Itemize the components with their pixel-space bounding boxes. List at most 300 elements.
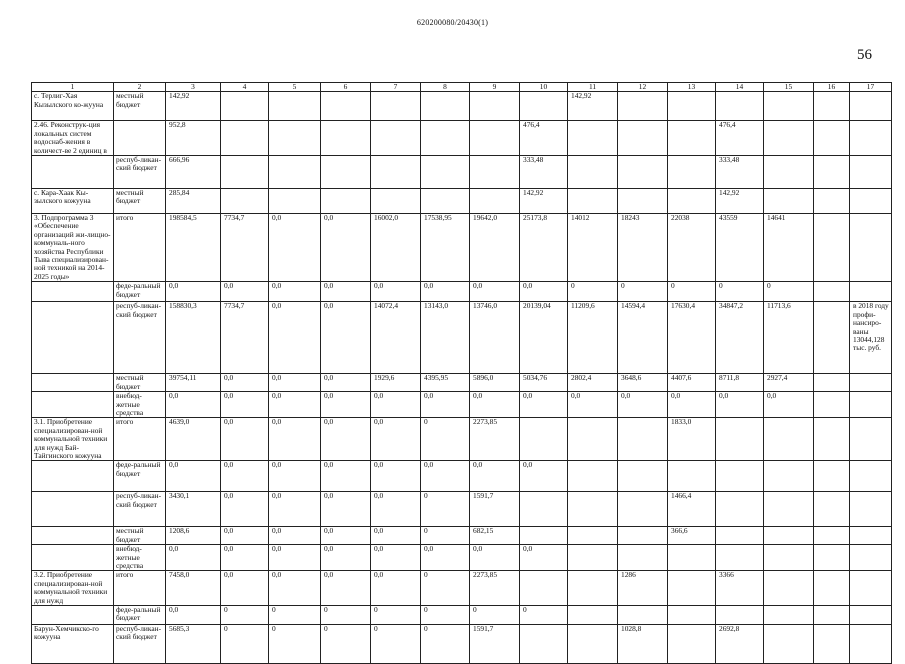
value-cell bbox=[221, 121, 269, 156]
value-cell bbox=[814, 625, 850, 664]
value-cell bbox=[668, 189, 716, 214]
value-cell: 0 bbox=[421, 606, 470, 625]
value-cell: 0,0 bbox=[269, 214, 321, 282]
column-header: 14 bbox=[716, 83, 764, 92]
value-cell: 0 bbox=[668, 282, 716, 302]
value-cell bbox=[716, 92, 764, 121]
value-cell: 0,0 bbox=[421, 392, 470, 418]
value-cell: 0,0 bbox=[764, 392, 814, 418]
value-cell bbox=[764, 189, 814, 214]
value-cell bbox=[764, 92, 814, 121]
table-row bbox=[32, 606, 892, 625]
value-cell: 476,4 bbox=[716, 121, 764, 156]
value-cell: 0,0 bbox=[520, 282, 568, 302]
table-row bbox=[32, 418, 892, 461]
value-cell: 682,15 bbox=[470, 527, 520, 545]
value-cell: 14594,4 bbox=[618, 302, 668, 374]
table-row bbox=[32, 392, 892, 418]
table-row bbox=[32, 527, 892, 545]
document-id: 620200080/20430(1) bbox=[416, 18, 489, 27]
value-cell: 0,0 bbox=[321, 374, 371, 392]
value-cell bbox=[764, 461, 814, 492]
table-row bbox=[32, 214, 892, 282]
value-cell bbox=[764, 492, 814, 527]
program-name-cell: Барун-Хемчикско-го кожууна bbox=[32, 625, 114, 664]
value-cell: 7734,7 bbox=[221, 302, 269, 374]
value-cell bbox=[221, 156, 269, 189]
program-name-cell bbox=[32, 461, 114, 492]
value-cell bbox=[814, 492, 850, 527]
value-cell: 1591,7 bbox=[470, 625, 520, 664]
funding-source-cell: респуб-ликан-ский бюджет bbox=[114, 156, 166, 189]
column-header: 16 bbox=[814, 83, 850, 92]
value-cell: 0,0 bbox=[166, 282, 221, 302]
value-cell: 1286 bbox=[618, 571, 668, 606]
program-name-cell bbox=[32, 545, 114, 571]
value-cell: 0,0 bbox=[269, 418, 321, 461]
value-cell: 142,92 bbox=[716, 189, 764, 214]
value-cell bbox=[850, 571, 892, 606]
value-cell bbox=[850, 156, 892, 189]
program-name-cell bbox=[32, 282, 114, 302]
value-cell: 476,4 bbox=[520, 121, 568, 156]
value-cell bbox=[568, 625, 618, 664]
value-cell: 0 bbox=[371, 606, 421, 625]
column-header: 3 bbox=[166, 83, 221, 92]
value-cell bbox=[618, 461, 668, 492]
column-header: 12 bbox=[618, 83, 668, 92]
value-cell: 11713,6 bbox=[764, 302, 814, 374]
value-cell: 198584,5 bbox=[166, 214, 221, 282]
value-cell bbox=[568, 418, 618, 461]
value-cell: 2273,85 bbox=[470, 418, 520, 461]
value-cell bbox=[470, 121, 520, 156]
value-cell bbox=[764, 625, 814, 664]
funding-source-cell: местный бюджет bbox=[114, 189, 166, 214]
value-cell bbox=[568, 527, 618, 545]
column-header: 9 bbox=[470, 83, 520, 92]
program-name-cell: 3. Подпрограмма 3 «Обеспечение организаций жи-лищно-коммуналь-ного хозяйства Республики Тыва специализирован-ной техникой на 2014-2025 годы» bbox=[32, 214, 114, 282]
value-cell: 3648,6 bbox=[618, 374, 668, 392]
value-cell: 34847,2 bbox=[716, 302, 764, 374]
value-cell: 0,0 bbox=[371, 545, 421, 571]
funding-source-cell: местный бюджет bbox=[114, 92, 166, 121]
table-row bbox=[32, 571, 892, 606]
value-cell bbox=[618, 545, 668, 571]
value-cell: 0,0 bbox=[166, 392, 221, 418]
value-cell bbox=[568, 606, 618, 625]
value-cell: 0 bbox=[716, 282, 764, 302]
table-row bbox=[32, 461, 892, 492]
value-cell bbox=[269, 92, 321, 121]
column-header: 6 bbox=[321, 83, 371, 92]
value-cell: 142,92 bbox=[166, 92, 221, 121]
value-cell: 18243 bbox=[618, 214, 668, 282]
program-name-cell bbox=[32, 302, 114, 374]
value-cell: 0,0 bbox=[470, 461, 520, 492]
value-cell bbox=[618, 156, 668, 189]
value-cell bbox=[764, 418, 814, 461]
funding-source-cell: местный бюджет bbox=[114, 374, 166, 392]
value-cell bbox=[421, 156, 470, 189]
value-cell bbox=[568, 461, 618, 492]
value-cell: 0,0 bbox=[269, 302, 321, 374]
value-cell: 0,0 bbox=[371, 461, 421, 492]
program-name-cell bbox=[32, 374, 114, 392]
value-cell: 0,0 bbox=[321, 461, 371, 492]
value-cell bbox=[850, 392, 892, 418]
value-cell: 19642,0 bbox=[470, 214, 520, 282]
value-cell: 0,0 bbox=[421, 545, 470, 571]
value-cell bbox=[668, 571, 716, 606]
value-cell bbox=[421, 92, 470, 121]
value-cell: 2927,4 bbox=[764, 374, 814, 392]
value-cell: 0,0 bbox=[520, 461, 568, 492]
value-cell bbox=[618, 606, 668, 625]
value-cell: 0 bbox=[470, 606, 520, 625]
value-cell: 0,0 bbox=[716, 392, 764, 418]
value-cell bbox=[520, 92, 568, 121]
program-name-cell bbox=[32, 156, 114, 189]
value-cell: 0,0 bbox=[269, 392, 321, 418]
value-cell: 0,0 bbox=[321, 282, 371, 302]
value-cell: 0,0 bbox=[269, 527, 321, 545]
value-cell bbox=[321, 156, 371, 189]
value-cell bbox=[814, 606, 850, 625]
program-name-cell: 3.1. Приобретение специализирован-ной коммунальной техники для нужд Бай-Тайгинского кожууна bbox=[32, 418, 114, 461]
value-cell bbox=[764, 606, 814, 625]
value-cell bbox=[668, 92, 716, 121]
column-header: 17 bbox=[850, 83, 892, 92]
value-cell: 39754,11 bbox=[166, 374, 221, 392]
value-cell bbox=[850, 92, 892, 121]
value-cell bbox=[618, 527, 668, 545]
value-cell: 333,48 bbox=[716, 156, 764, 189]
value-cell: 0,0 bbox=[371, 418, 421, 461]
value-cell: 0 bbox=[269, 625, 321, 664]
table-row bbox=[32, 282, 892, 302]
value-cell bbox=[764, 121, 814, 156]
value-cell: 0 bbox=[421, 625, 470, 664]
value-cell bbox=[618, 92, 668, 121]
value-cell bbox=[321, 121, 371, 156]
value-cell bbox=[321, 189, 371, 214]
value-cell: 22038 bbox=[668, 214, 716, 282]
value-cell: 0,0 bbox=[321, 571, 371, 606]
value-cell bbox=[371, 121, 421, 156]
program-name-cell bbox=[32, 527, 114, 545]
value-cell: в 2018 году профи-нансиро-ваны 13044,128 тыс. руб. bbox=[850, 302, 892, 374]
value-cell bbox=[568, 121, 618, 156]
value-cell bbox=[668, 156, 716, 189]
value-cell: 0,0 bbox=[371, 282, 421, 302]
table-row bbox=[32, 121, 892, 156]
value-cell bbox=[814, 571, 850, 606]
column-header: 5 bbox=[269, 83, 321, 92]
value-cell: 666,96 bbox=[166, 156, 221, 189]
value-cell bbox=[850, 625, 892, 664]
funding-source-cell: респуб-ликан-ский бюджет bbox=[114, 302, 166, 374]
value-cell bbox=[269, 189, 321, 214]
value-cell: 5896,0 bbox=[470, 374, 520, 392]
value-cell bbox=[371, 156, 421, 189]
value-cell: 0,0 bbox=[269, 461, 321, 492]
column-header: 1 bbox=[32, 83, 114, 92]
value-cell: 7458,0 bbox=[166, 571, 221, 606]
value-cell: 0,0 bbox=[568, 392, 618, 418]
value-cell: 5034,76 bbox=[520, 374, 568, 392]
value-cell: 0,0 bbox=[221, 571, 269, 606]
program-name-cell: 2.46. Реконструк-ция локальных систем водоснаб-жения в количест-ве 2 единиц в bbox=[32, 121, 114, 156]
value-cell bbox=[716, 492, 764, 527]
value-cell bbox=[716, 527, 764, 545]
column-header: 7 bbox=[371, 83, 421, 92]
value-cell: 142,92 bbox=[520, 189, 568, 214]
value-cell bbox=[520, 492, 568, 527]
value-cell: 5685,3 bbox=[166, 625, 221, 664]
value-cell: 0,0 bbox=[321, 545, 371, 571]
value-cell: 0,0 bbox=[470, 392, 520, 418]
funding-source-cell: феде-ральный бюджет bbox=[114, 606, 166, 625]
funding-source-cell: итого bbox=[114, 571, 166, 606]
value-cell: 158830,3 bbox=[166, 302, 221, 374]
value-cell: 285,84 bbox=[166, 189, 221, 214]
value-cell: 0 bbox=[764, 282, 814, 302]
value-cell: 0 bbox=[321, 625, 371, 664]
value-cell: 0 bbox=[221, 625, 269, 664]
value-cell bbox=[814, 392, 850, 418]
value-cell: 13746,0 bbox=[470, 302, 520, 374]
table-row bbox=[32, 156, 892, 189]
value-cell: 20139,04 bbox=[520, 302, 568, 374]
value-cell: 4639,0 bbox=[166, 418, 221, 461]
value-cell: 0,0 bbox=[371, 492, 421, 527]
value-cell: 0 bbox=[221, 606, 269, 625]
value-cell: 1208,6 bbox=[166, 527, 221, 545]
value-cell: 0 bbox=[618, 282, 668, 302]
value-cell: 1929,6 bbox=[371, 374, 421, 392]
column-header: 13 bbox=[668, 83, 716, 92]
funding-source-cell: респуб-ликан-ский бюджет bbox=[114, 492, 166, 527]
value-cell: 0 bbox=[421, 492, 470, 527]
value-cell bbox=[568, 156, 618, 189]
funding-source-cell: итого bbox=[114, 214, 166, 282]
funding-source-cell: местный бюджет bbox=[114, 527, 166, 545]
funding-source-cell bbox=[114, 121, 166, 156]
value-cell bbox=[850, 545, 892, 571]
value-cell: 0,0 bbox=[221, 374, 269, 392]
value-cell: 0,0 bbox=[470, 282, 520, 302]
value-cell: 0,0 bbox=[166, 545, 221, 571]
value-cell: 0,0 bbox=[269, 374, 321, 392]
table-row bbox=[32, 374, 892, 392]
value-cell bbox=[668, 461, 716, 492]
value-cell: 2273,85 bbox=[470, 571, 520, 606]
value-cell: 8711,8 bbox=[716, 374, 764, 392]
table-row bbox=[32, 545, 892, 571]
value-cell bbox=[618, 121, 668, 156]
value-cell bbox=[520, 418, 568, 461]
value-cell bbox=[850, 282, 892, 302]
value-cell: 0,0 bbox=[371, 571, 421, 606]
value-cell: 0 bbox=[371, 625, 421, 664]
value-cell: 0 bbox=[269, 606, 321, 625]
value-cell: 0,0 bbox=[321, 302, 371, 374]
value-cell: 0,0 bbox=[221, 492, 269, 527]
value-cell: 4395,95 bbox=[421, 374, 470, 392]
value-cell: 16002,0 bbox=[371, 214, 421, 282]
value-cell bbox=[470, 92, 520, 121]
value-cell bbox=[520, 527, 568, 545]
column-header: 8 bbox=[421, 83, 470, 92]
table-header-row bbox=[32, 83, 892, 92]
value-cell: 17630,4 bbox=[668, 302, 716, 374]
value-cell bbox=[814, 156, 850, 189]
value-cell bbox=[716, 545, 764, 571]
value-cell: 1466,4 bbox=[668, 492, 716, 527]
value-cell bbox=[421, 121, 470, 156]
value-cell: 43559 bbox=[716, 214, 764, 282]
value-cell: 0,0 bbox=[166, 606, 221, 625]
value-cell: 0 bbox=[421, 571, 470, 606]
value-cell bbox=[221, 92, 269, 121]
value-cell bbox=[814, 214, 850, 282]
funding-source-cell: феде-ральный бюджет bbox=[114, 461, 166, 492]
value-cell: 0,0 bbox=[321, 418, 371, 461]
table-row bbox=[32, 92, 892, 121]
value-cell bbox=[371, 92, 421, 121]
value-cell: 17538,95 bbox=[421, 214, 470, 282]
value-cell: 1591,7 bbox=[470, 492, 520, 527]
program-name-cell bbox=[32, 392, 114, 418]
value-cell: 4407,6 bbox=[668, 374, 716, 392]
value-cell bbox=[568, 189, 618, 214]
value-cell bbox=[668, 606, 716, 625]
value-cell bbox=[618, 418, 668, 461]
value-cell bbox=[814, 282, 850, 302]
value-cell: 0,0 bbox=[221, 282, 269, 302]
value-cell: 0,0 bbox=[520, 392, 568, 418]
budget-table bbox=[31, 82, 892, 664]
value-cell: 0,0 bbox=[166, 461, 221, 492]
value-cell: 25173,8 bbox=[520, 214, 568, 282]
value-cell: 14641 bbox=[764, 214, 814, 282]
value-cell: 333,48 bbox=[520, 156, 568, 189]
value-cell bbox=[850, 374, 892, 392]
column-header: 11 bbox=[568, 83, 618, 92]
value-cell bbox=[716, 461, 764, 492]
value-cell: 0,0 bbox=[520, 545, 568, 571]
value-cell: 0 bbox=[321, 606, 371, 625]
value-cell bbox=[618, 189, 668, 214]
value-cell bbox=[568, 545, 618, 571]
value-cell: 0,0 bbox=[321, 214, 371, 282]
value-cell bbox=[814, 189, 850, 214]
value-cell: 366,6 bbox=[668, 527, 716, 545]
column-header: 4 bbox=[221, 83, 269, 92]
value-cell: 0,0 bbox=[269, 492, 321, 527]
value-cell bbox=[814, 461, 850, 492]
funding-source-cell: респуб-ликан-ский бюджет bbox=[114, 625, 166, 664]
column-header: 2 bbox=[114, 83, 166, 92]
value-cell bbox=[221, 189, 269, 214]
value-cell bbox=[764, 571, 814, 606]
column-header: 15 bbox=[764, 83, 814, 92]
value-cell: 14012 bbox=[568, 214, 618, 282]
value-cell: 1833,0 bbox=[668, 418, 716, 461]
value-cell bbox=[850, 606, 892, 625]
funding-source-cell: внебюд-жетные средства bbox=[114, 545, 166, 571]
value-cell bbox=[850, 418, 892, 461]
value-cell: 142,92 bbox=[568, 92, 618, 121]
value-cell: 7734,7 bbox=[221, 214, 269, 282]
value-cell: 952,8 bbox=[166, 121, 221, 156]
value-cell bbox=[568, 492, 618, 527]
value-cell: 14072,4 bbox=[371, 302, 421, 374]
value-cell bbox=[668, 625, 716, 664]
value-cell bbox=[668, 121, 716, 156]
value-cell: 3366 bbox=[716, 571, 764, 606]
value-cell: 13143,0 bbox=[421, 302, 470, 374]
value-cell: 0,0 bbox=[269, 282, 321, 302]
program-name-cell: с. Кара-Хаак Кы-зылского кожууна bbox=[32, 189, 114, 214]
program-name-cell: с. Терлиг-Хая Кызылского ко-жууна bbox=[32, 92, 114, 121]
value-cell bbox=[764, 527, 814, 545]
value-cell: 0,0 bbox=[269, 571, 321, 606]
value-cell: 11209,6 bbox=[568, 302, 618, 374]
value-cell bbox=[814, 418, 850, 461]
value-cell: 0,0 bbox=[470, 545, 520, 571]
program-name-cell bbox=[32, 492, 114, 527]
value-cell bbox=[520, 625, 568, 664]
value-cell bbox=[850, 214, 892, 282]
value-cell bbox=[520, 571, 568, 606]
value-cell bbox=[814, 527, 850, 545]
value-cell bbox=[814, 302, 850, 374]
value-cell bbox=[716, 418, 764, 461]
value-cell: 0,0 bbox=[668, 392, 716, 418]
page-number: 56 bbox=[857, 47, 872, 63]
value-cell bbox=[814, 545, 850, 571]
value-cell bbox=[568, 571, 618, 606]
value-cell: 0 bbox=[520, 606, 568, 625]
value-cell: 3430,1 bbox=[166, 492, 221, 527]
funding-source-cell: внебюд-жетные средства bbox=[114, 392, 166, 418]
value-cell: 0,0 bbox=[221, 545, 269, 571]
value-cell bbox=[814, 121, 850, 156]
value-cell bbox=[814, 374, 850, 392]
column-header: 10 bbox=[520, 83, 568, 92]
program-name-cell bbox=[32, 606, 114, 625]
table-row bbox=[32, 625, 892, 664]
value-cell: 0,0 bbox=[321, 492, 371, 527]
value-cell: 0,0 bbox=[221, 461, 269, 492]
value-cell bbox=[470, 156, 520, 189]
funding-source-cell: феде-ральный бюджет bbox=[114, 282, 166, 302]
value-cell bbox=[668, 545, 716, 571]
table-row bbox=[32, 492, 892, 527]
value-cell: 0,0 bbox=[371, 392, 421, 418]
value-cell: 0 bbox=[568, 282, 618, 302]
value-cell bbox=[850, 527, 892, 545]
value-cell bbox=[850, 492, 892, 527]
value-cell: 0,0 bbox=[221, 527, 269, 545]
table-row bbox=[32, 189, 892, 214]
value-cell: 2692,8 bbox=[716, 625, 764, 664]
value-cell: 0,0 bbox=[618, 392, 668, 418]
value-cell bbox=[850, 189, 892, 214]
table-row bbox=[32, 302, 892, 374]
